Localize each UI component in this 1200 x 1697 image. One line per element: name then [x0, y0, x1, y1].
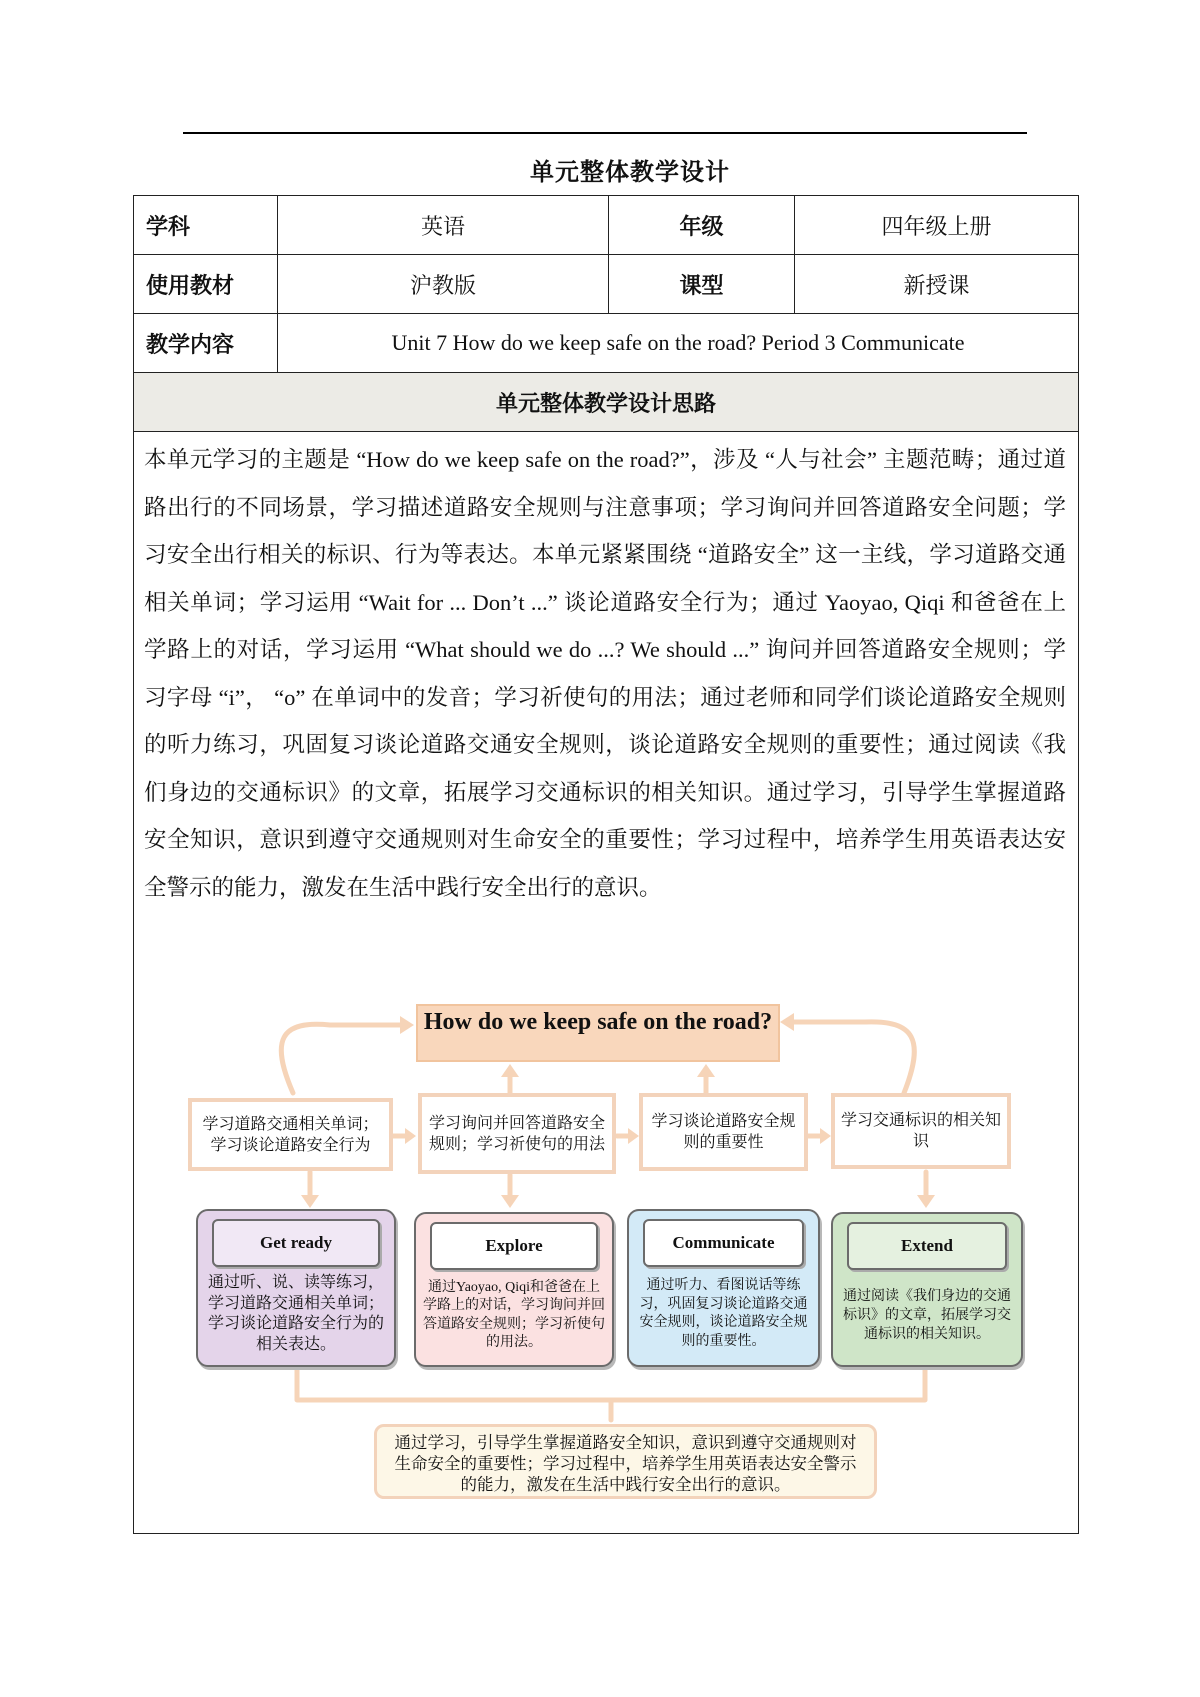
design-paragraph: 本单元学习的主题是 “How do we keep safe on the road?”，涉及 “人与社会” 主题范畴；通过道路出行的不同场景，学习描述道路安全规则与注意事项；学习询问并回答道路安全问题；学习安全出行相关的标识、行为等表达。本单元紧紧围绕 “道路安全” 这一主线，学习道路交通相关单词；学习运用 “Wait for ... Don’t ...” 谈论道路安全行为；通过 Yaoyao, Qiqi 和爸爸在上学路上的对话，学习运用 “What should we do ...? We should ...” 询问并回答道路安全规则；学习字母 “i”， “o” 在单词中的发音；学习祈使句的用法；通过老师和同学们谈论道路安全规则的听力练习，巩固复习谈论道路交通安全规则，谈论道路安全规则的重要性；通过阅读《我们身边的交通标识》的文章，拓展学习交通标识的相关知识。通过学习，引导学生掌握道路安全知识，意识到遵守交通规则对生命安全的重要性；学习过程中，培养学生用英语表达安全警示的能力，激发在生活中践行安全出行的意识。 [144, 447, 1066, 900]
goal-text: 学习谈论道路安全规则的重要性 [651, 1113, 796, 1151]
goal-box-4 [831, 1093, 1011, 1169]
table-row [134, 373, 1079, 432]
grade-label: 年级 [609, 196, 795, 255]
subject-label: 学科 [134, 196, 278, 255]
stage-title: Communicate [643, 1219, 804, 1267]
header-rule [183, 132, 1027, 134]
stage-extend [831, 1212, 1023, 1367]
section-heading: 单元整体教学设计思路 [134, 373, 1079, 432]
summary-box: 通过学习，引导学生掌握道路安全知识，意识到遵守交通规则对生命安全的重要性；学习过程中，培养学生用英语表达安全警示的能力，激发在生活中践行安全出行的意识。 [374, 1424, 877, 1499]
stage-get-ready [196, 1209, 396, 1367]
lesson-type-label: 课型 [609, 255, 795, 314]
textbook-value: 沪教版 [278, 255, 609, 314]
table-row [134, 255, 1079, 314]
stage-title: Explore [430, 1222, 598, 1270]
lesson-type-value: 新授课 [795, 255, 1079, 314]
stage-text: 通过听力、看图说话等练习，巩固复习谈论道路交通安全规则，谈论道路安全规则的重要性。 [639, 1278, 808, 1349]
stage-communicate [627, 1209, 820, 1367]
goal-box-3 [639, 1093, 808, 1171]
textbook-label: 使用教材 [134, 255, 278, 314]
stage-title: Get ready [212, 1219, 380, 1267]
document-title: 单元整体教学设计 [530, 160, 730, 186]
subject-value: 英语 [278, 196, 609, 255]
info-table [133, 195, 1079, 432]
goal-text: 学习道路交通相关单词；学习谈论道路安全行为 [202, 1115, 379, 1154]
goal-text: 学习交通标识的相关知识 [841, 1112, 1002, 1150]
stage-text: 通过阅读《我们身边的交通标识》的文章，拓展学习交通标识的相关知识。 [843, 1289, 1011, 1342]
content-value: Unit 7 How do we keep safe on the road? Period 3 Communicate [278, 314, 1079, 373]
table-row [134, 196, 1079, 255]
goal-box-2 [418, 1093, 616, 1174]
stage-text: 通过听、说、读等练习，学习道路交通相关单词；学习谈论道路安全行为的相关表达。 [207, 1274, 384, 1353]
goal-text: 学习询问并回答道路安全规则；学习祈使句的用法 [428, 1114, 605, 1153]
table-row [134, 314, 1079, 373]
goal-box-1 [188, 1098, 393, 1171]
stage-text: 通过Yaoyao, Qiqi和爸爸在上学路上的对话，学习询问并回答道路安全规则；学习祈使句的用法。 [423, 1279, 605, 1350]
stage-title: Extend [847, 1222, 1007, 1270]
content-label: 教学内容 [134, 314, 278, 373]
stage-explore [414, 1212, 614, 1367]
main-question-box: How do we keep safe on the road? [416, 1004, 780, 1062]
grade-value: 四年级上册 [795, 196, 1079, 255]
